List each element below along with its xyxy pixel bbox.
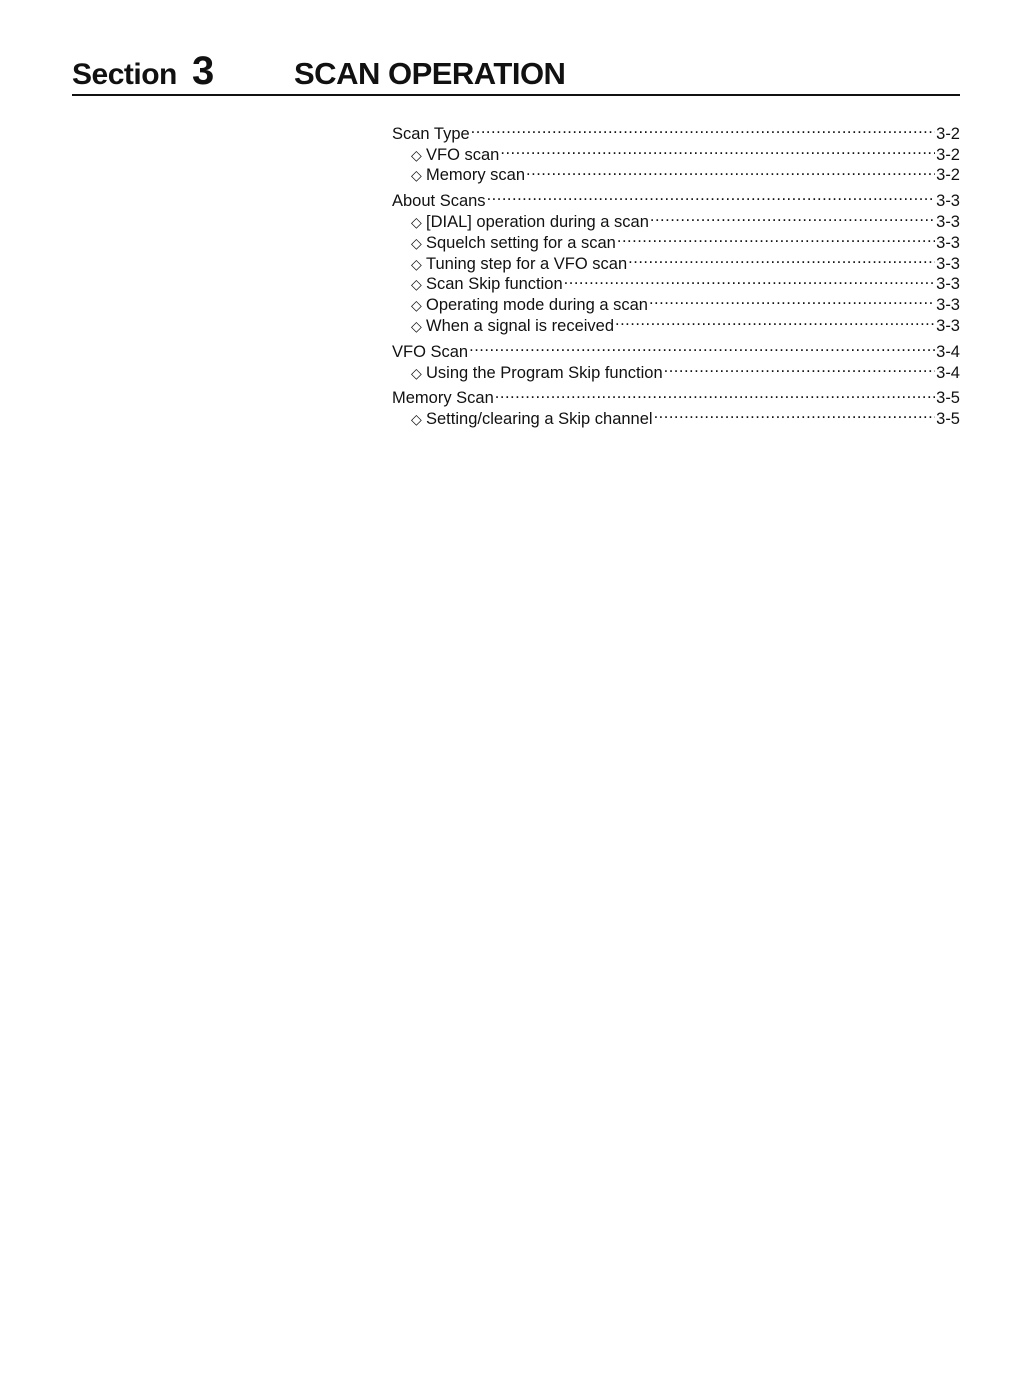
page-title: SCAN OPERATION [294,56,566,91]
toc-subentry-page: 3-3 [936,212,960,231]
diamond-bullet-icon: ◇ [411,276,422,293]
diamond-bullet-icon: ◇ [411,317,422,334]
toc-subentry-page: 3-5 [936,410,960,429]
toc-subentry-page: 3-4 [936,363,960,382]
toc-entry-label: About Scans [392,192,486,211]
diamond-bullet-icon: ◇ [411,146,422,163]
toc-subentry-page: 3-2 [936,166,960,185]
toc-group-memory-scan [392,383,960,429]
toc-entry-label: Memory Scan [392,389,494,408]
dot-leader [487,185,936,206]
toc-subentry-label: Squelch setting for a scan [426,233,616,252]
toc-subentry-label: Setting/clearing a Skip channel [426,410,653,429]
toc-group-vfo-scan [392,336,960,382]
toc-entry[interactable] [392,383,960,408]
toc-entry[interactable] [392,336,960,361]
dot-leader [664,357,936,378]
dot-leader [650,206,935,227]
toc-group-scan-type [392,118,960,185]
section-header [72,50,960,96]
toc-subentry-page: 3-2 [936,145,960,164]
dot-leader [526,160,935,181]
toc-subentry-label: When a signal is received [426,316,615,335]
dot-leader [628,248,935,269]
dot-leader [495,383,935,404]
diamond-bullet-icon: ◇ [411,364,422,381]
toc-entry-page: 3-3 [936,192,960,211]
diamond-bullet-icon: ◇ [411,255,422,272]
dot-leader [564,269,935,290]
toc-subentry-page: 3-3 [936,296,960,315]
toc-subentry-label: Scan Skip function [426,275,563,294]
toc-subentry-page: 3-3 [936,316,960,335]
toc-subentry-label: Memory scan [426,166,526,185]
toc-subentry-page: 3-3 [936,233,960,252]
header-rule [72,94,960,96]
toc-subentry-label: Tuning step for a VFO scan [426,254,628,273]
toc-group-about-scans [392,185,960,335]
toc-subentry-label: VFO scan [426,145,500,164]
dot-leader [654,403,936,424]
diamond-bullet-icon: ◇ [411,297,422,314]
toc-entry-page: 3-4 [936,342,960,361]
table-of-contents [392,118,960,429]
dot-leader [649,289,935,310]
dot-leader [500,139,935,160]
section-number: 3 [192,49,215,93]
dot-leader [471,118,935,139]
toc-subentry-label: Using the Program Skip function [426,363,663,382]
toc-subentry-page: 3-3 [936,275,960,294]
section-word: Section [72,58,177,91]
toc-entry-label: VFO Scan [392,342,469,361]
toc-subentry[interactable] [392,357,960,382]
toc-subentry-page: 3-3 [936,254,960,273]
dot-leader [617,227,935,248]
dot-leader [469,336,935,357]
toc-entry[interactable] [392,118,960,143]
toc-subentry-label: [DIAL] operation during a scan [426,212,649,231]
toc-subentry-label: Operating mode during a scan [426,296,648,315]
diamond-bullet-icon: ◇ [411,411,422,428]
dot-leader [615,310,935,331]
diamond-bullet-icon: ◇ [411,213,422,230]
diamond-bullet-icon: ◇ [411,167,422,184]
toc-entry-page: 3-5 [936,389,960,408]
toc-subentry[interactable] [392,139,960,164]
toc-entry-page: 3-2 [936,124,960,143]
diamond-bullet-icon: ◇ [411,234,422,251]
toc-entry-label: Scan Type [392,124,470,143]
toc-entry[interactable] [392,185,960,211]
